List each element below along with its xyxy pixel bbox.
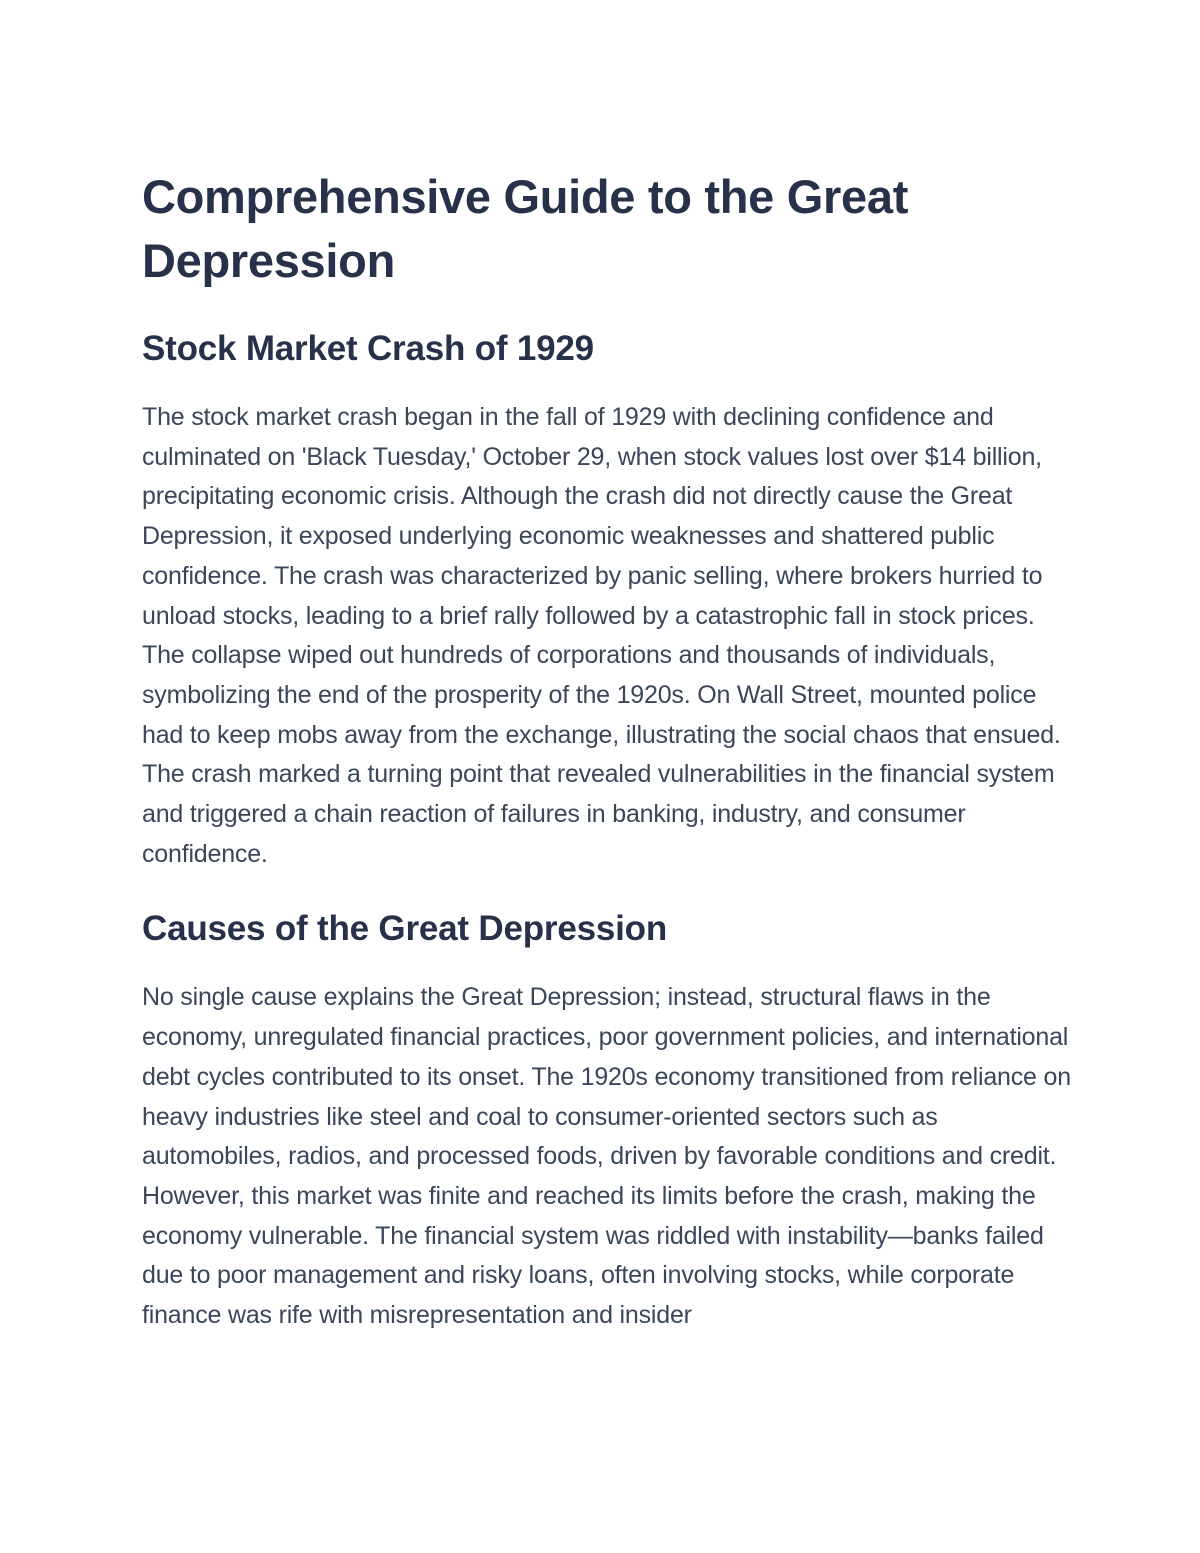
section-paragraph: No single cause explains the Great Depression; instead, structural flaws in the economy, unregulated financial practices, poor government policies, and international debt cycles contributed to its onset. The 1920s economy transitioned from reliance on heavy industries like steel and coal to consumer-oriented sectors such as automobiles, radios, and processed foods, driven by favorable conditions and credit. However, this market was finite and reached its limits before the crash, making the economy vulnerable. The financial system was riddled with instability—banks failed due to poor management and risky loans, often involving stocks, while corporate finance was rife with misrepresentation and insider xyxy=(142,983,1071,1330)
section-heading: Causes of the Great Depression xyxy=(142,909,667,949)
section-heading: Stock Market Crash of 1929 xyxy=(142,329,594,368)
page-title: Comprehensive Guide to the Great Depression xyxy=(142,170,909,287)
document-page xyxy=(142,165,1072,1336)
section-paragraph: The stock market crash began in the fall of 1929 with declining confidence and culminated on 'Black Tuesday,' October 29, when stock values lost over $14 billion, precipitating economic crisis. Although the crash did not directly cause the Great Depression, it exposed underlying economic weaknesses and shattered public confidence. The crash was characterized by panic selling, where brokers hurried to unload stocks, leading to a brief rally followed by a catastrophic fall in stock prices. The collapse wiped out hundreds of corporations and thousands of individuals, symbolizing the end of the prosperity of the 1920s. On Wall Street, mounted police had to keep mobs away from the exchange, illustrating the social chaos that ensued. The crash marked a turning point that revealed vulnerabilities in the financial system and triggered a chain reaction of failures in banking, industry, and consumer confidence. xyxy=(142,403,1061,868)
section-causes xyxy=(142,907,1072,1335)
section-stock-market-crash xyxy=(142,327,1072,874)
